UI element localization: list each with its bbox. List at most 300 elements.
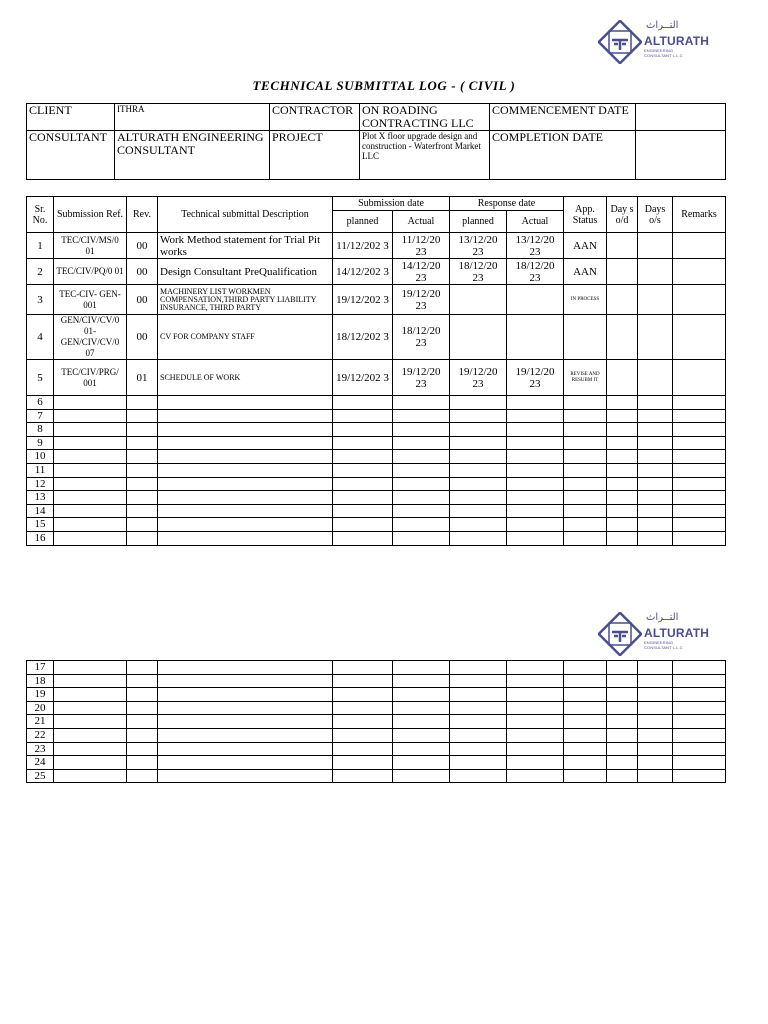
empty-cell xyxy=(393,531,450,545)
empty-cell xyxy=(564,728,607,742)
client-label: CLIENT xyxy=(27,104,115,131)
sub-actual-cell: 14/12/20 23 xyxy=(393,259,450,285)
empty-cell xyxy=(333,518,393,532)
empty-cell xyxy=(673,396,726,410)
empty-cell xyxy=(54,742,127,756)
empty-cell xyxy=(54,436,127,450)
empty-cell xyxy=(158,756,333,770)
resp-actual-cell: 18/12/20 23 xyxy=(507,259,564,285)
empty-cell xyxy=(127,701,158,715)
resp-actual-cell: 19/12/20 23 xyxy=(507,360,564,396)
empty-cell xyxy=(673,715,726,729)
header-remarks: Remarks xyxy=(673,197,726,233)
empty-cell xyxy=(507,396,564,410)
empty-cell xyxy=(54,463,127,477)
empty-cell xyxy=(127,477,158,491)
empty-cell xyxy=(638,728,673,742)
remarks-cell xyxy=(673,233,726,259)
empty-cell xyxy=(564,409,607,423)
empty-cell xyxy=(127,742,158,756)
empty-cell xyxy=(607,701,638,715)
client-value: ITHRA xyxy=(115,104,270,131)
empty-cell xyxy=(673,436,726,450)
resp-planned-cell xyxy=(450,315,507,360)
empty-cell xyxy=(450,436,507,450)
logo-arabic-name: التــراث xyxy=(646,612,679,623)
empty-cell xyxy=(450,531,507,545)
empty-cell xyxy=(507,463,564,477)
days-os-cell xyxy=(638,285,673,315)
empty-cell xyxy=(127,756,158,770)
status-cell xyxy=(564,315,607,360)
table-row xyxy=(27,728,726,742)
ref-cell: TEC/CIV/PQ/0 01 xyxy=(54,259,127,285)
days-od-cell xyxy=(607,233,638,259)
rev-cell: 00 xyxy=(127,259,158,285)
empty-cell xyxy=(158,701,333,715)
empty-cell xyxy=(158,450,333,464)
empty-cell xyxy=(564,661,607,675)
empty-cell xyxy=(393,674,450,688)
empty-cell xyxy=(607,423,638,437)
sr-cell: 2 xyxy=(27,259,54,285)
sr-cell: 8 xyxy=(27,423,54,437)
sr-cell: 19 xyxy=(27,688,54,702)
table-row xyxy=(27,360,726,396)
empty-cell xyxy=(54,531,127,545)
empty-cell xyxy=(507,409,564,423)
empty-cell xyxy=(393,409,450,423)
empty-cell xyxy=(450,688,507,702)
empty-cell xyxy=(333,491,393,505)
sr-cell: 5 xyxy=(27,360,54,396)
empty-cell xyxy=(54,701,127,715)
sub-actual-cell: 19/12/20 23 xyxy=(393,285,450,315)
empty-cell xyxy=(333,477,393,491)
empty-cell xyxy=(333,450,393,464)
empty-cell xyxy=(393,436,450,450)
resp-actual-cell: 13/12/20 23 xyxy=(507,233,564,259)
empty-cell xyxy=(158,728,333,742)
empty-cell xyxy=(507,450,564,464)
empty-cell xyxy=(607,436,638,450)
logo-subtitle: ENGINEERING CONSULTANT L.L.C xyxy=(644,48,683,58)
empty-cell xyxy=(54,769,127,783)
table-row xyxy=(27,674,726,688)
days-os-cell xyxy=(638,233,673,259)
table-row xyxy=(27,531,726,545)
empty-cell xyxy=(564,491,607,505)
sr-cell: 13 xyxy=(27,491,54,505)
completion-value xyxy=(636,131,726,180)
desc-cell: Design Consultant PreQualification xyxy=(158,259,333,285)
sr-cell: 11 xyxy=(27,463,54,477)
empty-cell xyxy=(507,436,564,450)
empty-cell xyxy=(564,396,607,410)
table-row xyxy=(27,409,726,423)
table-row xyxy=(27,477,726,491)
header-rev: Rev. xyxy=(127,197,158,233)
sr-cell: 4 xyxy=(27,315,54,360)
empty-cell xyxy=(450,674,507,688)
empty-cell xyxy=(393,715,450,729)
empty-cell xyxy=(564,463,607,477)
sr-cell: 23 xyxy=(27,742,54,756)
empty-cell xyxy=(127,728,158,742)
empty-cell xyxy=(158,491,333,505)
sub-actual-cell: 18/12/20 23 xyxy=(393,315,450,360)
empty-cell xyxy=(393,688,450,702)
empty-cell xyxy=(638,715,673,729)
sub-actual-cell: 11/12/20 23 xyxy=(393,233,450,259)
empty-cell xyxy=(607,742,638,756)
table-row xyxy=(27,450,726,464)
empty-cell xyxy=(607,674,638,688)
empty-cell xyxy=(393,396,450,410)
empty-cell xyxy=(127,450,158,464)
empty-cell xyxy=(127,436,158,450)
empty-cell xyxy=(673,769,726,783)
resp-planned-cell: 19/12/20 23 xyxy=(450,360,507,396)
table-row xyxy=(27,504,726,518)
logo-english-name: ALTURATH xyxy=(644,34,710,48)
empty-cell xyxy=(450,396,507,410)
days-od-cell xyxy=(607,285,638,315)
table-row xyxy=(27,688,726,702)
empty-cell xyxy=(673,491,726,505)
logo-emblem-icon xyxy=(598,612,642,656)
empty-cell xyxy=(158,396,333,410)
empty-cell xyxy=(638,674,673,688)
empty-cell xyxy=(638,742,673,756)
project-info-table xyxy=(26,103,726,180)
empty-cell xyxy=(393,728,450,742)
submittal-log-table xyxy=(26,196,726,546)
sr-cell: 22 xyxy=(27,728,54,742)
empty-cell xyxy=(507,518,564,532)
remarks-cell xyxy=(673,285,726,315)
empty-cell xyxy=(54,450,127,464)
header-days-od: Day s o/d xyxy=(607,197,638,233)
days-od-cell xyxy=(607,315,638,360)
sr-cell: 18 xyxy=(27,674,54,688)
empty-cell xyxy=(673,688,726,702)
logo-english-name: ALTURATH xyxy=(644,626,710,640)
empty-cell xyxy=(450,477,507,491)
empty-cell xyxy=(158,661,333,675)
empty-cell xyxy=(638,769,673,783)
empty-cell xyxy=(673,756,726,770)
resp-planned-cell: 13/12/20 23 xyxy=(450,233,507,259)
consultant-label: CONSULTANT xyxy=(27,131,115,180)
empty-cell xyxy=(54,491,127,505)
empty-cell xyxy=(158,436,333,450)
commencement-label: COMMENCEMENT DATE xyxy=(490,104,636,131)
empty-cell xyxy=(333,396,393,410)
empty-cell xyxy=(450,409,507,423)
empty-cell xyxy=(450,701,507,715)
resp-planned-cell xyxy=(450,285,507,315)
empty-cell xyxy=(607,518,638,532)
sub-planned-cell: 14/12/202 3 xyxy=(333,259,393,285)
empty-cell xyxy=(127,688,158,702)
project-label: PROJECT xyxy=(270,131,360,180)
days-od-cell xyxy=(607,360,638,396)
empty-cell xyxy=(450,715,507,729)
sr-cell: 24 xyxy=(27,756,54,770)
empty-cell xyxy=(393,701,450,715)
remarks-cell xyxy=(673,315,726,360)
empty-cell xyxy=(333,674,393,688)
resp-actual-cell xyxy=(507,285,564,315)
table-row xyxy=(27,233,726,259)
empty-cell xyxy=(158,504,333,518)
empty-cell xyxy=(54,409,127,423)
header-description: Technical submittal Description xyxy=(158,197,333,233)
status-cell: REVISE AND RESUBM IT xyxy=(564,360,607,396)
rev-cell: 00 xyxy=(127,315,158,360)
consultant-value: ALTURATH ENGINEERING CONSULTANT xyxy=(115,131,270,180)
desc-cell: Work Method statement for Trial Pit works xyxy=(158,233,333,259)
empty-cell xyxy=(507,491,564,505)
company-logo-page2 xyxy=(598,612,710,660)
empty-cell xyxy=(638,423,673,437)
days-os-cell xyxy=(638,360,673,396)
resp-planned-cell: 18/12/20 23 xyxy=(450,259,507,285)
empty-cell xyxy=(507,477,564,491)
empty-cell xyxy=(450,423,507,437)
empty-cell xyxy=(673,518,726,532)
contractor-value: ON ROADING CONTRACTING LLC xyxy=(360,104,490,131)
empty-cell xyxy=(333,409,393,423)
empty-cell xyxy=(607,661,638,675)
empty-cell xyxy=(158,477,333,491)
empty-cell xyxy=(127,504,158,518)
days-os-cell xyxy=(638,315,673,360)
empty-cell xyxy=(450,728,507,742)
empty-cell xyxy=(607,769,638,783)
sr-cell: 7 xyxy=(27,409,54,423)
table-row xyxy=(27,491,726,505)
empty-cell xyxy=(607,728,638,742)
logo-emblem-icon xyxy=(598,20,642,64)
table-row xyxy=(27,396,726,410)
table-row xyxy=(27,661,726,675)
remarks-cell xyxy=(673,259,726,285)
ref-cell: TEC-CIV- GEN-001 xyxy=(54,285,127,315)
empty-cell xyxy=(393,491,450,505)
empty-cell xyxy=(450,661,507,675)
empty-cell xyxy=(507,661,564,675)
empty-cell xyxy=(564,504,607,518)
empty-cell xyxy=(127,396,158,410)
rev-cell: 00 xyxy=(127,285,158,315)
empty-cell xyxy=(127,674,158,688)
header-submission-date: Submission date xyxy=(333,197,450,211)
empty-cell xyxy=(673,661,726,675)
rev-cell: 00 xyxy=(127,233,158,259)
empty-cell xyxy=(507,674,564,688)
empty-cell xyxy=(638,436,673,450)
empty-cell xyxy=(54,688,127,702)
empty-cell xyxy=(127,463,158,477)
header-resp-actual: Actual xyxy=(507,211,564,233)
header-sub-planned: planned xyxy=(333,211,393,233)
completion-label: COMPLETION DATE xyxy=(490,131,636,180)
empty-cell xyxy=(333,463,393,477)
empty-cell xyxy=(638,661,673,675)
table-row xyxy=(27,769,726,783)
empty-cell xyxy=(393,450,450,464)
empty-cell xyxy=(607,396,638,410)
header-response-date: Response date xyxy=(450,197,564,211)
empty-cell xyxy=(127,769,158,783)
days-os-cell xyxy=(638,259,673,285)
empty-cell xyxy=(54,674,127,688)
status-cell: AAN xyxy=(564,233,607,259)
empty-cell xyxy=(507,728,564,742)
empty-cell xyxy=(673,674,726,688)
table-row xyxy=(27,463,726,477)
empty-cell xyxy=(127,661,158,675)
header-days-os: Days o/s xyxy=(638,197,673,233)
empty-cell xyxy=(607,477,638,491)
empty-cell xyxy=(564,674,607,688)
sr-cell: 20 xyxy=(27,701,54,715)
rev-cell: 01 xyxy=(127,360,158,396)
logo-subtitle: ENGINEERING CONSULTANT L.L.C xyxy=(644,640,683,650)
empty-cell xyxy=(607,531,638,545)
empty-cell xyxy=(450,518,507,532)
empty-cell xyxy=(607,688,638,702)
empty-cell xyxy=(507,688,564,702)
empty-cell xyxy=(507,756,564,770)
empty-cell xyxy=(393,504,450,518)
status-cell: AAN xyxy=(564,259,607,285)
table-row xyxy=(27,423,726,437)
empty-cell xyxy=(507,742,564,756)
header-resp-planned: planned xyxy=(450,211,507,233)
empty-cell xyxy=(507,504,564,518)
empty-cell xyxy=(638,531,673,545)
empty-cell xyxy=(158,409,333,423)
empty-cell xyxy=(54,756,127,770)
header-submission-ref: Submission Ref. xyxy=(54,197,127,233)
empty-cell xyxy=(564,450,607,464)
empty-cell xyxy=(673,409,726,423)
empty-cell xyxy=(333,436,393,450)
empty-cell xyxy=(564,769,607,783)
empty-cell xyxy=(564,477,607,491)
empty-cell xyxy=(127,531,158,545)
empty-cell xyxy=(158,518,333,532)
table-row xyxy=(27,518,726,532)
empty-cell xyxy=(158,688,333,702)
table-row xyxy=(27,259,726,285)
sr-cell: 15 xyxy=(27,518,54,532)
empty-cell xyxy=(638,450,673,464)
empty-cell xyxy=(158,531,333,545)
empty-cell xyxy=(507,701,564,715)
empty-cell xyxy=(393,423,450,437)
empty-cell xyxy=(333,531,393,545)
sr-cell: 17 xyxy=(27,661,54,675)
empty-cell xyxy=(158,715,333,729)
empty-cell xyxy=(507,531,564,545)
sub-planned-cell: 19/12/202 3 xyxy=(333,360,393,396)
empty-cell xyxy=(127,423,158,437)
sub-planned-cell: 19/12/202 3 xyxy=(333,285,393,315)
empty-cell xyxy=(158,769,333,783)
empty-cell xyxy=(638,396,673,410)
resp-actual-cell xyxy=(507,315,564,360)
table-row xyxy=(27,285,726,315)
empty-cell xyxy=(333,742,393,756)
sr-cell: 14 xyxy=(27,504,54,518)
sub-planned-cell: 18/12/202 3 xyxy=(333,315,393,360)
header-sr-no: Sr. No. xyxy=(27,197,54,233)
empty-cell xyxy=(607,756,638,770)
empty-cell xyxy=(450,769,507,783)
empty-cell xyxy=(507,423,564,437)
empty-cell xyxy=(638,688,673,702)
empty-cell xyxy=(158,463,333,477)
table-row xyxy=(27,315,726,360)
sub-planned-cell: 11/12/202 3 xyxy=(333,233,393,259)
empty-cell xyxy=(393,661,450,675)
empty-cell xyxy=(673,531,726,545)
empty-cell xyxy=(127,491,158,505)
empty-cell xyxy=(673,450,726,464)
empty-cell xyxy=(638,491,673,505)
sr-cell: 9 xyxy=(27,436,54,450)
sr-cell: 16 xyxy=(27,531,54,545)
days-od-cell xyxy=(607,259,638,285)
page-title: TECHNICAL SUBMITTAL LOG - ( CIVIL ) xyxy=(252,78,516,93)
empty-cell xyxy=(158,423,333,437)
empty-cell xyxy=(54,504,127,518)
empty-cell xyxy=(393,742,450,756)
table-row xyxy=(27,756,726,770)
empty-cell xyxy=(638,518,673,532)
empty-cell xyxy=(673,477,726,491)
empty-cell xyxy=(638,701,673,715)
header-sub-actual: Actual xyxy=(393,211,450,233)
empty-cell xyxy=(54,477,127,491)
empty-cell xyxy=(333,701,393,715)
empty-cell xyxy=(54,715,127,729)
remarks-cell xyxy=(673,360,726,396)
empty-cell xyxy=(673,742,726,756)
ref-cell: TEC/CIV/MS/0 01 xyxy=(54,233,127,259)
table-row xyxy=(27,436,726,450)
empty-cell xyxy=(393,518,450,532)
empty-cell xyxy=(607,463,638,477)
empty-cell xyxy=(127,518,158,532)
sr-cell: 25 xyxy=(27,769,54,783)
empty-cell xyxy=(54,518,127,532)
empty-cell xyxy=(564,436,607,450)
empty-cell xyxy=(54,423,127,437)
sr-cell: 12 xyxy=(27,477,54,491)
empty-cell xyxy=(507,769,564,783)
empty-cell xyxy=(333,661,393,675)
table-row xyxy=(27,701,726,715)
desc-cell: CV FOR COMPANY STAFF xyxy=(158,315,333,360)
empty-cell xyxy=(393,463,450,477)
empty-cell xyxy=(607,450,638,464)
empty-cell xyxy=(607,504,638,518)
